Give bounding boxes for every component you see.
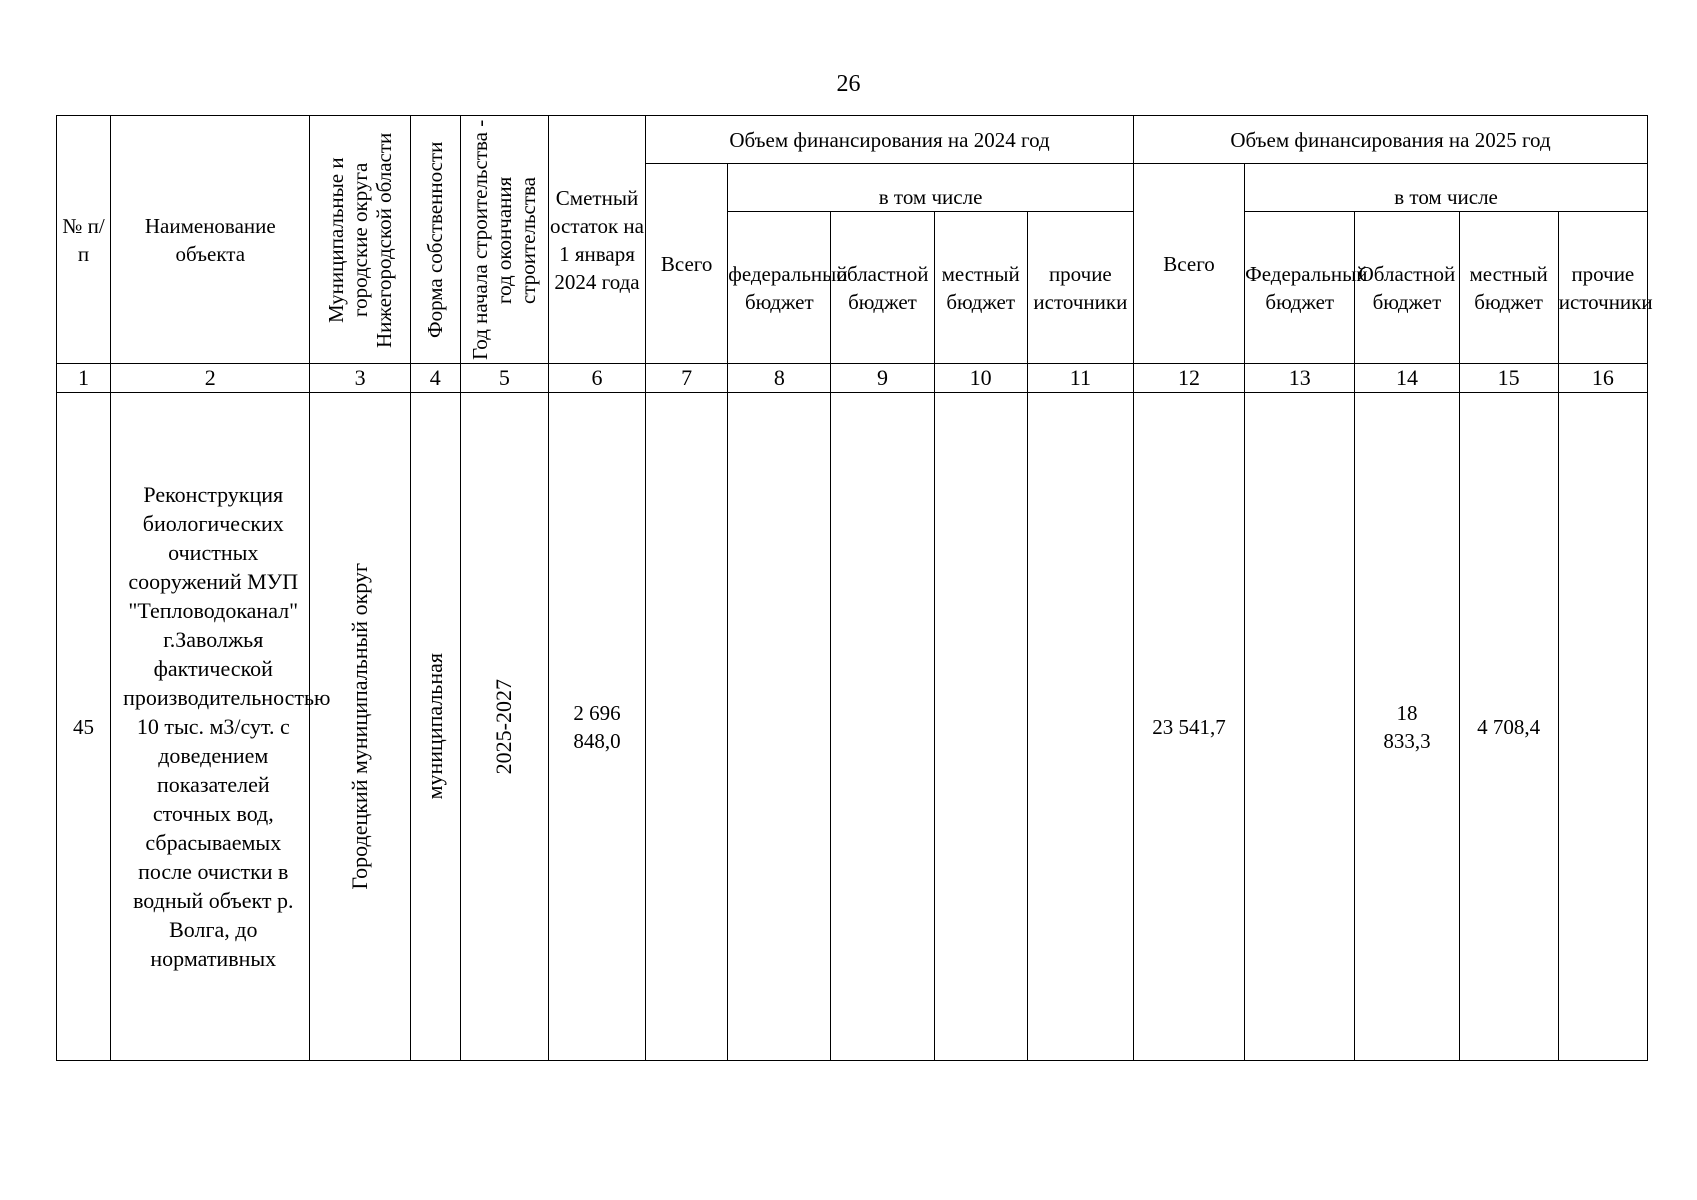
row-name (111, 393, 331, 1061)
header-years (460, 116, 548, 364)
row-regional-2024 (831, 393, 934, 1061)
header-funding-2024: Объем финансирования на 2024 год (646, 116, 1134, 164)
header-funding-2025: Объем финансирования на 2025 год (1133, 116, 1647, 164)
header-including-2024: в том числе (728, 164, 1134, 212)
column-number: 8 (728, 364, 831, 393)
column-number: 7 (646, 364, 728, 393)
header-regional-2024: областной бюджет (831, 212, 934, 364)
financing-table (56, 115, 1653, 1061)
row-other-2025 (1558, 393, 1647, 1061)
row-district-text: Городецкий муниципальный округ (347, 563, 373, 890)
column-number: 12 (1133, 364, 1244, 393)
row-district (310, 393, 410, 1061)
column-number: 4 (410, 364, 460, 393)
row-total-2024 (646, 393, 728, 1061)
header-district (310, 116, 410, 364)
column-number: 11 (1027, 364, 1133, 393)
header-total-2025: Всего (1133, 164, 1244, 364)
column-number: 13 (1245, 364, 1355, 393)
column-number: 15 (1459, 364, 1558, 393)
row-regional-2025 (1355, 393, 1459, 1061)
column-number: 5 (460, 364, 548, 393)
row-local-2025: 4 708,4 (1459, 393, 1558, 1061)
row-total-2025: 23 541,7 (1133, 393, 1244, 1061)
header-federal-2024: федеральный бюджет (728, 212, 831, 364)
row-estimate-text: 2 696 848,0 (573, 700, 621, 753)
header-name: Наименование объекта (111, 116, 310, 364)
row-num: 45 (57, 393, 111, 1061)
header-estimate: Сметный остаток на 1 января 2024 года (548, 116, 645, 364)
header-total-2024: Всего (646, 164, 728, 364)
header-local-2024: местный бюджет (934, 212, 1027, 364)
header-including-2025: в том числе (1245, 164, 1648, 212)
row-years-text: 2025-2027 (491, 678, 517, 775)
row-federal-2024 (728, 393, 831, 1061)
header-federal-2025: Федеральный бюджет (1245, 212, 1355, 364)
row-local-2024 (934, 393, 1027, 1061)
header-other-2024: прочие источники (1027, 212, 1133, 364)
header-other-2025: прочие источники (1558, 212, 1647, 364)
header-num: № п/п (57, 116, 111, 364)
header-district-text: Муниципальные и городские округа Нижегородской области (324, 131, 397, 348)
column-number: 3 (310, 364, 410, 393)
row-years (460, 393, 548, 1061)
column-number: 1 (57, 364, 111, 393)
column-number: 14 (1355, 364, 1459, 393)
column-number: 10 (934, 364, 1027, 393)
row-estimate (548, 393, 645, 1061)
header-years-text: Год начала строительства - год окончания строительства (468, 119, 541, 360)
row-regional-2025-text: 18 833,3 (1383, 700, 1431, 753)
header-ownership (410, 116, 460, 364)
row-ownership-text: муниципальная (422, 653, 448, 800)
page-number: 26 (836, 71, 861, 97)
column-number: 6 (548, 364, 645, 393)
header-local-2025: местный бюджет (1459, 212, 1558, 364)
header-ownership-text: Форма собственности (423, 141, 448, 338)
row-name-text: Реконструкция биологических очистных сооружений МУП "Тепловодоканал" г.Заволжья фактической производительностью 10 тыс. м3/сут. с доведением показателей сточных вод, сбрасываемых после очистки в водный объект р. Волга, до нормативных (123, 482, 331, 971)
table-row (57, 393, 1648, 1061)
row-ownership (410, 393, 460, 1061)
column-number: 16 (1558, 364, 1647, 393)
row-federal-2025 (1245, 393, 1355, 1061)
header-regional-2025: Областной бюджет (1355, 212, 1459, 364)
column-number: 9 (831, 364, 934, 393)
row-other-2024 (1027, 393, 1133, 1061)
column-number: 2 (111, 364, 310, 393)
